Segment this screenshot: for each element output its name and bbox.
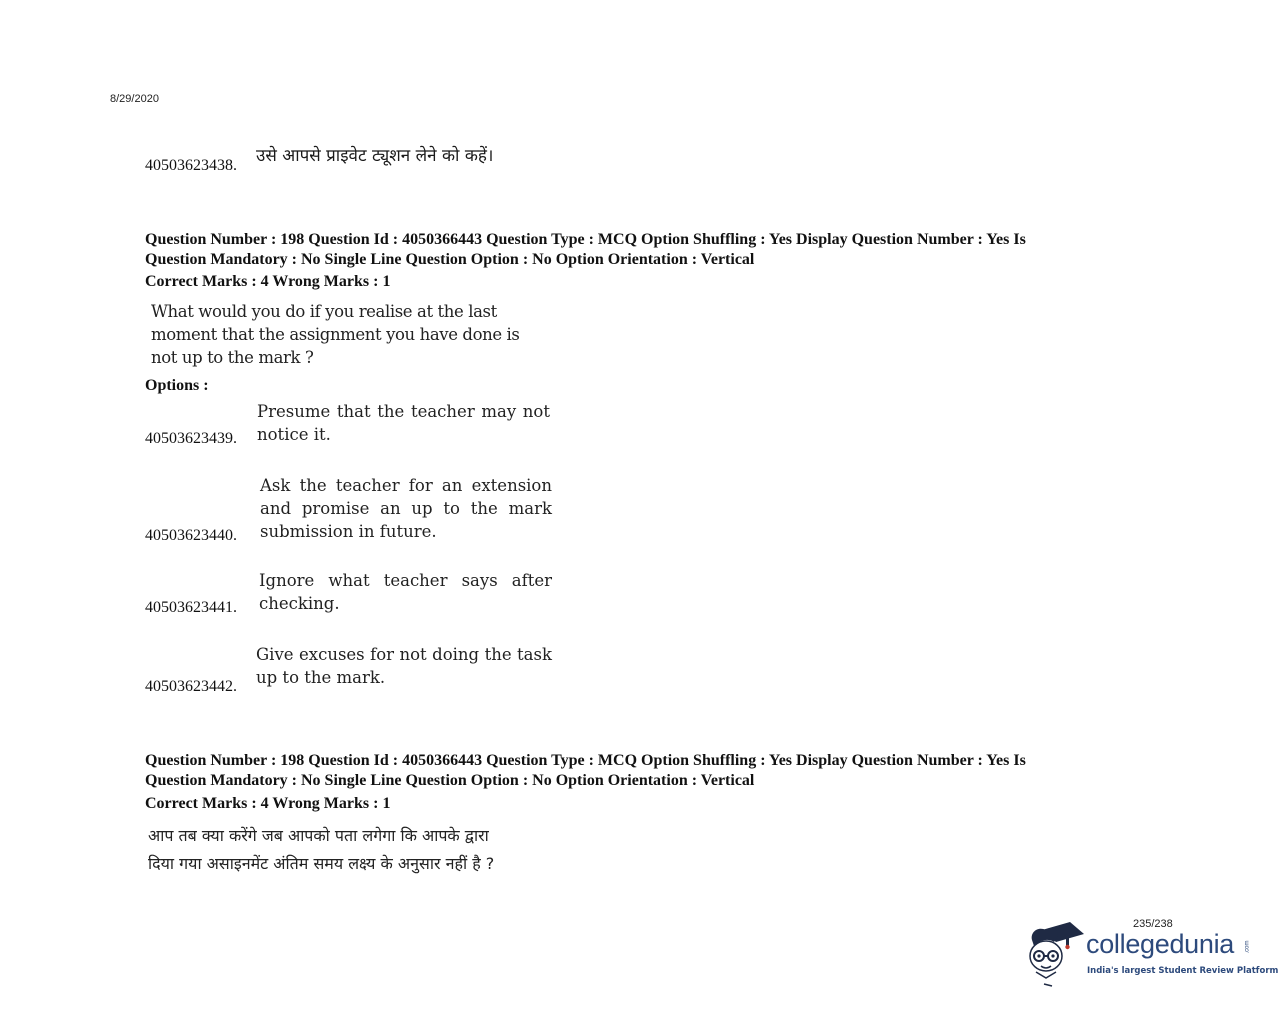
option-text-1: Presume that the teacher may not notice it. — [257, 402, 550, 444]
question-meta-hi — [145, 751, 1145, 791]
question-text-hi: आप तब क्या करेंगे जब आपको पता लगेगा कि आपके द्वारा दिया गया असाइनमेंट अंतिम समय लक्ष्य के अनुसार नहीं है ? — [148, 826, 495, 873]
brand-name: collegedunia — [1086, 929, 1235, 959]
print-date: 8/29/2020 — [110, 93, 159, 105]
question-marks-en: Correct Marks : 4 Wrong Marks : 1 — [145, 273, 391, 290]
question-text-en: What would you do if you realise at the last moment that the assignment you have done is not up to the mark ? — [151, 302, 520, 367]
option-id-3: 40503623441. — [145, 599, 237, 616]
option-text-prev: उसे आपसे प्राइवेट ट्यूशन लेने को कहें। — [256, 146, 494, 166]
question-meta-line1: Question Number : 198 Question Id : 4050366443 Question Type : MCQ Option Shuffling : Yes Display Question Number : Yes Is — [145, 752, 1026, 769]
question-marks-hi: Correct Marks : 4 Wrong Marks : 1 — [145, 795, 391, 812]
option-id-prev: 40503623438. — [145, 157, 237, 174]
option-text-3: Ignore what teacher says after checking. — [259, 571, 552, 613]
question-meta-line2: Question Mandatory : No Single Line Question Option : No Option Orientation : Vertical — [145, 772, 755, 789]
question-meta-line2: Question Mandatory : No Single Line Question Option : No Option Orientation : Vertical — [145, 251, 755, 268]
page-number: 235/238 — [1133, 918, 1173, 930]
brand-dotcom: .com — [1244, 940, 1251, 954]
question-meta-en — [145, 230, 1145, 270]
option-id-1: 40503623439. — [145, 430, 237, 447]
collegedunia-mascot-logo — [1022, 918, 1088, 990]
options-label: Options : — [145, 377, 209, 394]
question-meta-line1: Question Number : 198 Question Id : 4050366443 Question Type : MCQ Option Shuffling : Yes Display Question Number : Yes Is — [145, 231, 1026, 248]
option-id-4: 40503623442. — [145, 678, 237, 695]
option-text-4: Give excuses for not doing the task up to the mark. — [256, 645, 552, 687]
option-id-2: 40503623440. — [145, 527, 237, 544]
brand-tagline: India's largest Student Review Platform — [1087, 966, 1279, 976]
option-text-2: Ask the teacher for an extension and promise an up to the mark submission in future. — [260, 476, 552, 541]
